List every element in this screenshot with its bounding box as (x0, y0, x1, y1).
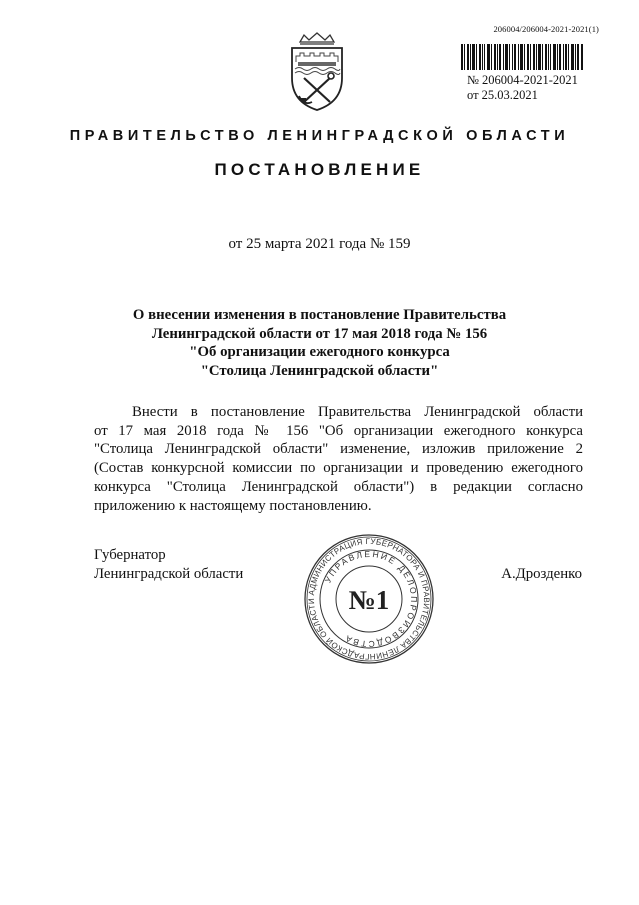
coat-of-arms-icon (282, 32, 352, 112)
document-subject (60, 306, 579, 380)
document-body (94, 403, 583, 515)
body-line: конкурса "Столица Ленинградской области") в редакции согласно (94, 478, 583, 495)
registration-number: № 206004-2021-2021 (467, 73, 578, 87)
barcode (461, 44, 583, 70)
subject-line: Ленинградской области от 17 мая 2018 года № 156 (151, 325, 488, 342)
signatory-position-line: Губернатор (94, 547, 166, 563)
seal-outer-text: АДМИНИСТРАЦИЯ ГУБЕРНАТОРА И ПРАВИТЕЛЬСТВА ЛЕНИНГРАДСКОЙ ОБЛАСТИ (306, 536, 432, 662)
registration-date: от 25.03.2021 (467, 88, 538, 102)
subject-line: "Об организации ежегодного конкурса (189, 344, 450, 360)
signatory-position (94, 546, 243, 583)
body-line: (Состав конкурсной комиссии по организации и проведению ежегодного (94, 460, 583, 477)
official-seal (303, 533, 435, 665)
subject-line: О внесении изменения в постановление Правительства (132, 307, 507, 323)
subject-line: "Столица Ленинградской области" (200, 362, 439, 379)
government-title: ПРАВИТЕЛЬСТВО ЛЕНИНГРАДСКОЙ ОБЛАСТИ (69, 128, 570, 144)
seal-inner-text: УПРАВЛЕНИЕ ДЕЛОПРОИЗВОДСТВА (322, 548, 420, 650)
body-line: "Столица Ленинградской области" изменение, изложив приложение 2 (94, 441, 583, 458)
seal-number: №1 (348, 585, 390, 615)
body-line: Внести в постановление Правительства Ленинградской области (132, 404, 583, 420)
document-date-number: от 25 марта 2021 года № 159 (228, 236, 411, 252)
body-line: от 17 мая 2018 года № 156 "Об организации ежегодного конкурса (94, 422, 583, 439)
document-type: ПОСТАНОВЛЕНИЕ (214, 160, 425, 179)
signatory-position-line: Ленинградской области (94, 565, 244, 582)
document-id: 206004/206004-2021-2021(1) (493, 24, 599, 34)
body-line: приложению к настоящему постановлению. (94, 497, 372, 514)
signatory-name: А.Дрозденко (501, 566, 582, 582)
